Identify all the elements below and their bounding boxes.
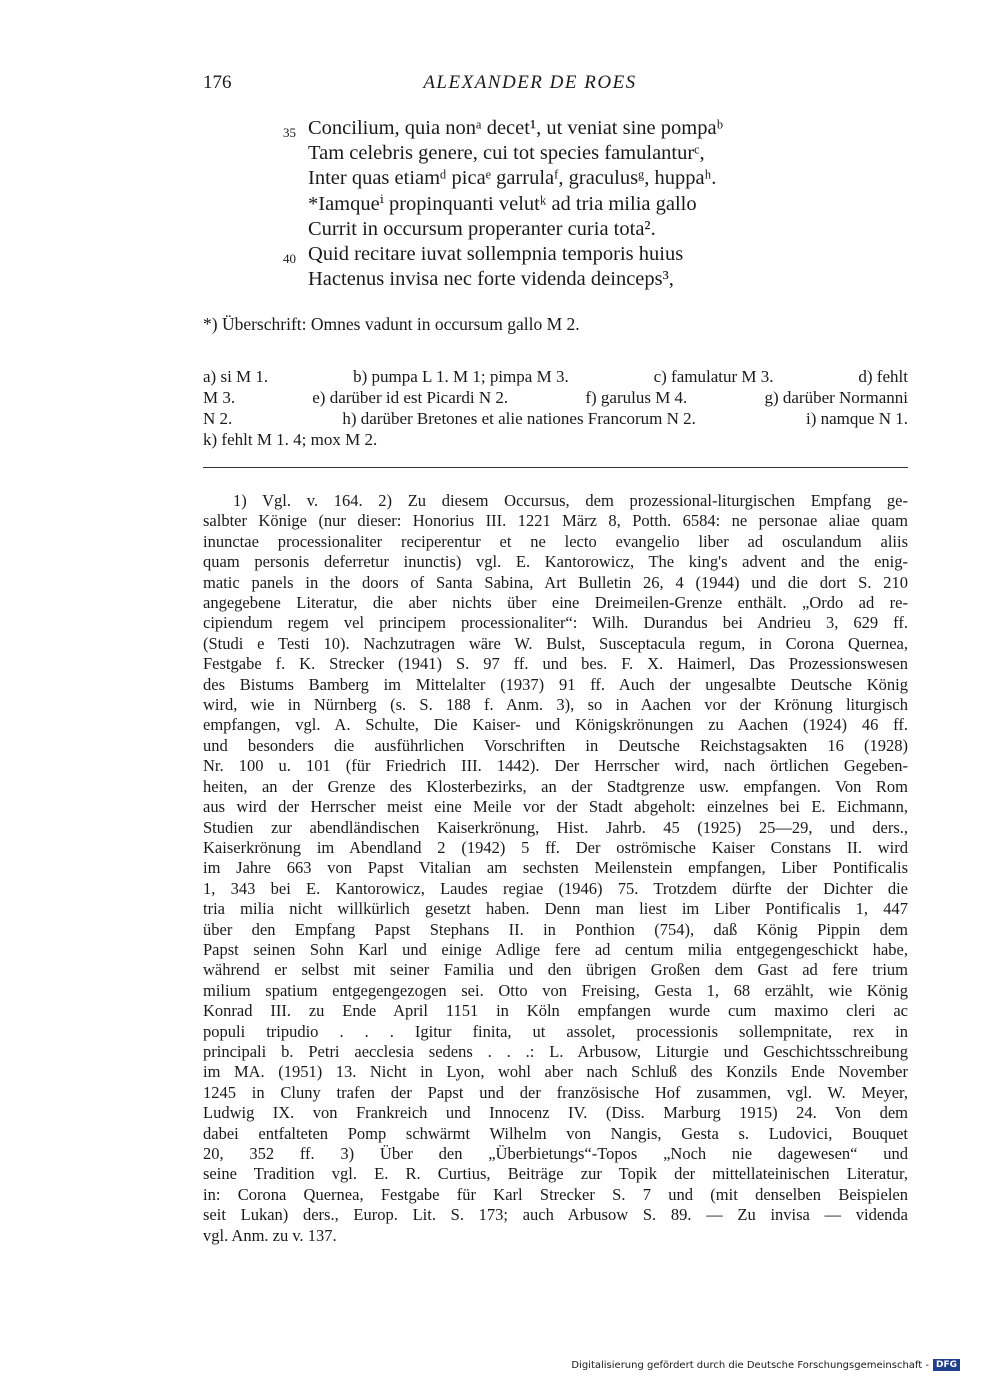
footnote-line: und besonders die ausführlichen Vorschriften in Deutsche Reichstagsakten 16 (1928) <box>203 735 908 755</box>
title-note: *) Überschrift: Omnes vadunt in occursum gallo M 2. <box>203 314 580 334</box>
footnote-line: im MA. (1951) 13. Nicht in Lyon, wohl aber nach Schluß des Konzils Ende November <box>203 1062 908 1082</box>
footnote-line: angegebene Literatur, die aber nichts über eine Dreimeilen-Grenze enthält. „Ordo ad re- <box>203 593 908 613</box>
apparatus-entry: h) darüber Bretones et alie nationes Francorum N 2. <box>342 409 696 428</box>
footnote-line: Ludwig IX. von Frankreich und Innocenz IV. (Diss. Marburg 1915) 24. Von dem <box>203 1103 908 1123</box>
footnote-line: (Studi e Testi 10). Nachzutragen wäre W. Bulst, Susceptacula regum, in Corona Quernea, <box>203 633 908 653</box>
footnote-line: aus wird der Herrscher meist eine Meile vor der Stadt abgeholt: einzelnes bei E. Eichmann, <box>203 797 908 817</box>
apparatus-entry: b) pumpa L 1. M 1; pimpa M 3. <box>353 367 569 386</box>
critical-apparatus <box>203 366 908 450</box>
footnote-divider <box>203 467 908 468</box>
running-title: ALEXANDER DE ROES <box>423 72 637 93</box>
footnote-line: 1245 in Cluny trafen der Papst und der französische Hof zusammen, vgl. W. Meyer, <box>203 1082 908 1102</box>
footnote-line: Nr. 100 u. 101 (für Friedrich III. 1442). Der Herrscher wird, nach örtlichen Gegeben- <box>203 756 908 776</box>
digitization-credit <box>571 1359 960 1371</box>
verse-number: 40 <box>283 251 296 267</box>
verse-block <box>283 116 723 292</box>
footnote-line: Studien zur abendländischen Kaiserkrönung, Hist. Jahrb. 45 (1925) 25—29, und ders., <box>203 817 908 837</box>
verse-line <box>283 166 723 191</box>
apparatus-line <box>203 408 908 429</box>
footnote-line: tria milia nicht willkürlich gesetzt haben. Denn man liest im Liber Pontificalis 1, 447 <box>203 899 908 919</box>
footnote-line: 1, 343 bei E. Kantorowicz, Laudes regiae (1946) 75. Trotzdem dürfte der Dichter die <box>203 878 908 898</box>
footnote-line: vgl. Anm. zu v. 137. <box>203 1225 337 1245</box>
footnote-line: principali b. Petri aecclesia sedens . . .: L. Arbusow, Liturgie und Geschichtsschreibung <box>203 1041 908 1061</box>
footnote-line: seit Lukan) ders., Europ. Lit. S. 173; auch Arbusow S. 89. — Zu invisa — videnda <box>203 1205 908 1225</box>
apparatus-line <box>203 429 908 450</box>
verse-text: Quid recitare iuvat sollempnia temporis huius <box>308 243 684 266</box>
apparatus-line <box>203 366 908 387</box>
footnote-line: Konrad III. zu Ende April 1151 in Köln empfangen wurde cum maximo cleri ac <box>203 1001 908 1021</box>
footnote-line: Kaiserkrönung im Abendland 2 (1942) 5 ff. Der oströmische Kaiser Constans II. wird <box>203 837 908 857</box>
footnote-line: empfangen, vgl. A. Schulte, Die Kaiser- und Königskrönungen zu Aachen (1924) 46 ff. <box>203 715 908 735</box>
footnote-line: 20, 352 ff. 3) Über den „Überbietungs“-Topos „Noch nie dagewesen“ und <box>203 1144 908 1163</box>
footnote-line: 1) Vgl. v. 164. 2) Zu diesem Occursus, dem prozessional-liturgischen Empfang ge- <box>233 491 908 510</box>
footnote-line: des Bistums Bamberg im Mittelalter (1937) 91 ff. Auch der ungesalbte Deutsche König <box>203 674 908 694</box>
footnote-line: seine Tradition vgl. E. R. Curtius, Beiträge zur Topik der mittellateinischen Literatur, <box>203 1164 908 1184</box>
footnote-line: Papst seinen Sohn Karl und einige Adlige fere ad centum milia entgegengeschickt habe, <box>203 939 908 959</box>
apparatus-entry: N 2. <box>203 409 233 428</box>
verse-text: Currit in occursum properanter curia tota². <box>308 217 656 240</box>
apparatus-line <box>203 387 908 408</box>
apparatus-entry: i) namque N 1. <box>806 409 908 428</box>
apparatus-entry: a) si M 1. <box>203 367 269 386</box>
credit-text: Digitalisierung gefördert durch die Deutsche Forschungsgemeinschaft - <box>571 1359 929 1371</box>
verse-text: Concilium, quia nonᵃ decet¹, ut veniat sine pompaᵇ <box>308 117 723 139</box>
footnote-line: inunctae processionaliter reciperentur et ne lecto evangelio liber ad osculandum aliis <box>203 531 908 551</box>
footnote-line: salbter Könige (nur dieser: Honorius III. 1221 März 8, Potth. 6584: ne personae aliae quam <box>203 511 908 531</box>
footnote-line: in: Corona Quernea, Festgabe für Karl Strecker S. 7 und (mit denselben Beispielen <box>203 1184 908 1204</box>
footnote-line: matic panels in the doors of Santa Sabina, Art Bulletin 26, 4 (1944) und die dort S. 210 <box>203 572 908 592</box>
verse-text: Hactenus invisa nec forte videnda deinceps³, <box>308 268 674 291</box>
footnote-line: über den Empfang Papst Stephans II. in Ponthion (754), daß König Pippin dem <box>203 919 908 939</box>
apparatus-entry: g) darüber Normanni <box>764 388 908 407</box>
verse-line <box>283 141 723 166</box>
footnote-line: im Jahre 663 von Papst Vitalian am sechsten Meilenstein empfangen, Liber Pontificalis <box>203 858 908 878</box>
apparatus-entry: e) darüber id est Picardi N 2. <box>312 388 509 407</box>
dfg-logo: DFG <box>933 1359 960 1371</box>
verse-number: 35 <box>283 125 296 140</box>
apparatus-entry: k) fehlt M 1. 4; mox M 2. <box>203 430 378 449</box>
apparatus-entry: c) famulatur M 3. <box>653 367 774 386</box>
footnote-line: heiten, an der Grenze des Klosterbezirks, an der Stadtgrenze usw. empfangen. Von Rom <box>203 776 908 796</box>
verse-line <box>283 192 723 217</box>
verse-line <box>283 242 723 267</box>
page-number: 176 <box>203 72 232 93</box>
apparatus-entry: M 3. <box>203 388 236 407</box>
footnote-line: dabei entfalteten Pomp schwärmt Wilhelm von Nangis, Gesta s. Ludovici, Bouquet <box>203 1123 908 1143</box>
footnote-line: cipiendum regem vel principem processionaliter“: Wilh. Durandus bei Andrieu 3, 629 ff. <box>203 613 908 633</box>
verse-line <box>283 267 723 292</box>
verse-line <box>283 116 723 141</box>
verse-line <box>283 217 723 242</box>
apparatus-entry: f) garulus M 4. <box>585 388 688 407</box>
footnote-line: milium spatium entgegengezogen sei. Otto von Freising, Gesta 1, 68 erzählt, wie König <box>203 980 908 1000</box>
footnote-line: quam personis deferretur inunctis) vgl. E. Kantorowicz, The king's advent and the enig- <box>203 552 908 572</box>
footnote-line: wird, wie in Nürnberg (s. S. 188 f. Anm. 3), so in Aachen vor der Krönung liturgisch <box>203 695 908 715</box>
apparatus-entry: d) fehlt <box>858 367 908 386</box>
footnote-line: Festgabe f. K. Strecker (1941) S. 97 ff. und bes. F. X. Haimerl, Das Prozessionswesen <box>203 654 908 674</box>
verse-text: *Iamqueⁱ propinquanti velutᵏ ad tria milia gallo <box>308 192 697 215</box>
footnotes <box>203 491 908 1246</box>
verse-text: Inter quas etiamᵈ picaᵉ garrulaᶠ, graculusᵍ, huppaʰ. <box>308 167 717 190</box>
verse-text: Tam celebris genere, cui tot species famulanturᶜ, <box>308 142 705 165</box>
footnote-line: populi tripudio . . . Igitur finita, ut assolet, processionis sollempnitate, rex in <box>203 1021 908 1041</box>
footnote-line: während er selbst mit seiner Familia und den übrigen Großen dem Gast ad fere trium <box>203 960 908 980</box>
